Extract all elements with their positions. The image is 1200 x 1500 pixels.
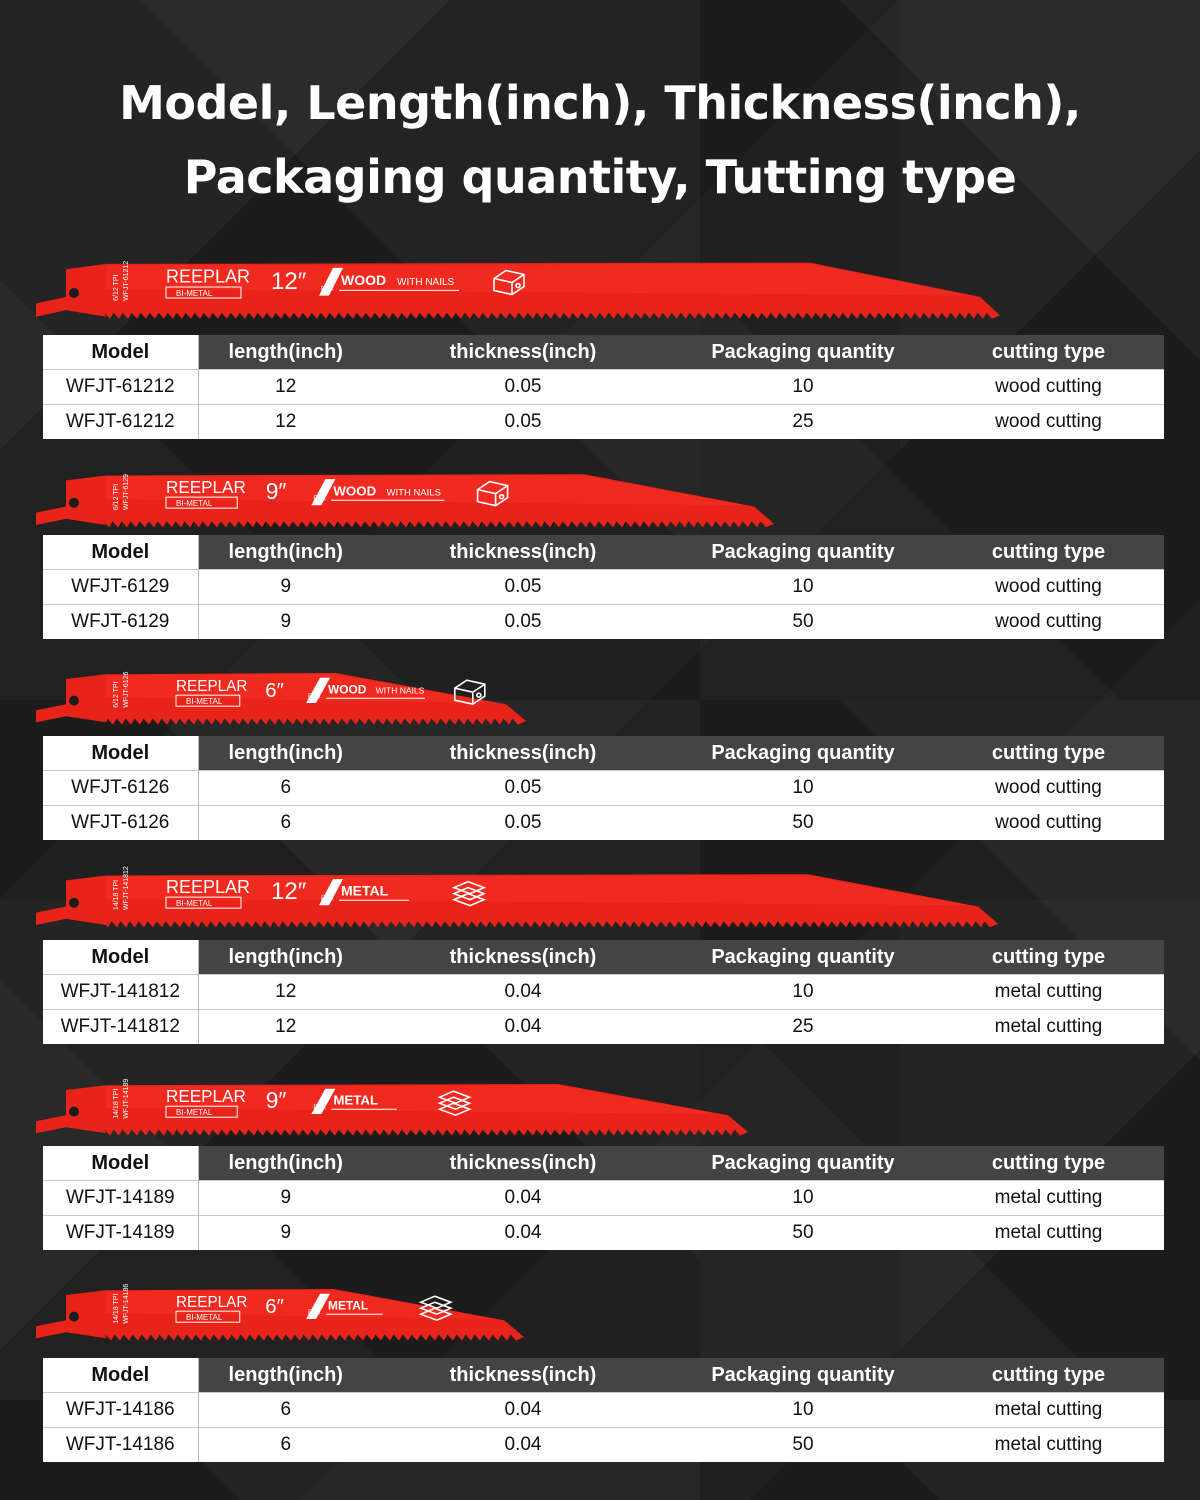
column-header-length: length(inch) <box>198 940 373 975</box>
saw-blade-image <box>36 1283 524 1343</box>
shank-hole <box>69 898 79 908</box>
column-header-length: length(inch) <box>198 736 373 771</box>
column-header-cutting: cutting type <box>933 535 1164 570</box>
column-header-model: Model <box>43 535 198 570</box>
table-row <box>43 1428 1164 1463</box>
column-header-packaging: Packaging quantity <box>673 736 933 771</box>
cell-length: 12 <box>198 405 373 440</box>
cell-thickness: 0.05 <box>373 605 673 640</box>
blade-model-code: WFJT-141812 <box>123 866 130 911</box>
column-header-length: length(inch) <box>198 1358 373 1393</box>
column-header-cutting: cutting type <box>933 1146 1164 1181</box>
cell-cutting: wood cutting <box>933 570 1164 605</box>
cell-cutting: wood cutting <box>933 405 1164 440</box>
table-row <box>43 1010 1164 1045</box>
saw-blade-image <box>36 256 1000 322</box>
saw-blade-graphic <box>36 1078 748 1138</box>
blade-for-label: FOR <box>313 496 327 503</box>
cell-cutting: wood cutting <box>933 370 1164 405</box>
cell-length: 12 <box>198 370 373 405</box>
blade-tpi: 14/18 TPI <box>113 1088 120 1119</box>
cell-model: WFJT-6126 <box>43 806 198 841</box>
column-header-cutting: cutting type <box>933 335 1164 370</box>
blade-for-label: FOR <box>321 286 334 293</box>
cell-packaging: 50 <box>673 605 933 640</box>
cell-model: WFJT-61212 <box>43 405 198 440</box>
page-title-line-2: Packaging quantity, Tutting type <box>183 150 1017 204</box>
saw-blade-graphic <box>36 1283 524 1343</box>
column-header-thickness: thickness(inch) <box>373 1358 673 1393</box>
cell-packaging: 50 <box>673 806 933 841</box>
cell-model: WFJT-14189 <box>43 1216 198 1251</box>
shank-hole <box>69 696 79 706</box>
cell-packaging: 10 <box>673 370 933 405</box>
cell-thickness: 0.05 <box>373 771 673 806</box>
spec-table <box>43 535 1164 639</box>
cell-length: 9 <box>198 570 373 605</box>
cell-length: 12 <box>198 1010 373 1045</box>
cell-cutting: wood cutting <box>933 605 1164 640</box>
blade-use-extra: WITH NAILS <box>375 685 425 696</box>
cell-length: 9 <box>198 1181 373 1216</box>
saw-blade-graphic <box>36 667 526 727</box>
cell-length: 6 <box>198 771 373 806</box>
table-row <box>43 975 1164 1010</box>
cell-cutting: metal cutting <box>933 1010 1164 1045</box>
blade-use-extra: WITH NAILS <box>397 277 455 289</box>
table-row <box>43 570 1164 605</box>
saw-blade-image <box>36 868 998 930</box>
blade-size: 9″ <box>265 478 287 504</box>
cell-length: 9 <box>198 605 373 640</box>
shank-hole <box>69 288 79 298</box>
cell-thickness: 0.05 <box>373 370 673 405</box>
cell-packaging: 50 <box>673 1428 933 1463</box>
blade-bimetal-label: BI-METAL <box>176 499 213 509</box>
cell-model: WFJT-6126 <box>43 771 198 806</box>
column-header-thickness: thickness(inch) <box>373 940 673 975</box>
cell-thickness: 0.04 <box>373 1181 673 1216</box>
page-title-line-1: Model, Length(inch), Thickness(inch), <box>119 76 1081 130</box>
blade-brand: REEPLAR <box>176 1294 248 1311</box>
table-row <box>43 1181 1164 1216</box>
cell-length: 9 <box>198 1216 373 1251</box>
table-header-row <box>43 1146 1164 1181</box>
blade-brand: REEPLAR <box>166 477 246 497</box>
table-row <box>43 605 1164 640</box>
column-header-packaging: Packaging quantity <box>673 1146 933 1181</box>
blade-model-code: WFJT-61212 <box>123 260 130 301</box>
blade-size: 12″ <box>271 268 307 295</box>
column-header-model: Model <box>43 1358 198 1393</box>
cell-model: WFJT-14186 <box>43 1428 198 1463</box>
blade-size: 12″ <box>271 878 307 905</box>
column-header-thickness: thickness(inch) <box>373 535 673 570</box>
column-header-packaging: Packaging quantity <box>673 940 933 975</box>
blade-bimetal-label: BI-METAL <box>176 289 213 299</box>
cell-packaging: 50 <box>673 1216 933 1251</box>
cell-thickness: 0.04 <box>373 1010 673 1045</box>
cell-thickness: 0.05 <box>373 405 673 440</box>
table-row <box>43 771 1164 806</box>
saw-blade-graphic <box>36 868 998 930</box>
blade-brand: REEPLAR <box>166 876 251 897</box>
blade-for-label: FOR <box>308 694 321 701</box>
blade-model-code: WFJT-14186 <box>123 1283 130 1324</box>
shank-hole <box>69 1107 79 1117</box>
cell-cutting: wood cutting <box>933 806 1164 841</box>
blade-for-label: FOR <box>313 1105 327 1112</box>
blade-size: 6″ <box>265 1296 284 1318</box>
cell-cutting: wood cutting <box>933 771 1164 806</box>
table-header-row <box>43 335 1164 370</box>
blade-use-label: WOOD <box>328 682 367 697</box>
spec-table <box>43 1146 1164 1250</box>
column-header-cutting: cutting type <box>933 736 1164 771</box>
cell-thickness: 0.04 <box>373 975 673 1010</box>
column-header-packaging: Packaging quantity <box>673 1358 933 1393</box>
table-row <box>43 405 1164 440</box>
table-header-row <box>43 940 1164 975</box>
blade-for-label: FOR <box>321 896 334 903</box>
blade-brand: REEPLAR <box>166 1087 246 1106</box>
table-row <box>43 1393 1164 1428</box>
table-header-row <box>43 535 1164 570</box>
blade-size: 9″ <box>265 1087 287 1113</box>
blade-use-extra: WITH NAILS <box>386 487 441 499</box>
blade-tpi: 6/12 TPI <box>113 681 120 708</box>
blade-for-label: FOR <box>308 1310 321 1317</box>
cell-packaging: 25 <box>673 405 933 440</box>
cell-length: 6 <box>198 1393 373 1428</box>
cell-thickness: 0.04 <box>373 1216 673 1251</box>
column-header-length: length(inch) <box>198 1146 373 1181</box>
cell-model: WFJT-6129 <box>43 570 198 605</box>
spec-table <box>43 940 1164 1044</box>
cell-cutting: metal cutting <box>933 1181 1164 1216</box>
blade-brand: REEPLAR <box>166 266 251 287</box>
blade-tpi: 6/12 TPI <box>113 483 120 511</box>
column-header-model: Model <box>43 736 198 771</box>
cell-thickness: 0.04 <box>373 1428 673 1463</box>
cell-length: 6 <box>198 806 373 841</box>
column-header-length: length(inch) <box>198 335 373 370</box>
blade-bimetal-label: BI-METAL <box>186 697 223 707</box>
spec-table <box>43 1358 1164 1462</box>
blade-tpi: 6/12 TPI <box>113 274 120 301</box>
spec-table <box>43 335 1164 439</box>
cell-packaging: 10 <box>673 1393 933 1428</box>
cell-model: WFJT-14186 <box>43 1393 198 1428</box>
blade-model-code: WFJT-6129 <box>123 473 130 511</box>
cell-packaging: 25 <box>673 1010 933 1045</box>
blade-tpi: 14/18 TPI <box>113 879 120 911</box>
saw-blade-image <box>36 468 774 530</box>
column-header-packaging: Packaging quantity <box>673 335 933 370</box>
cell-packaging: 10 <box>673 771 933 806</box>
column-header-thickness: thickness(inch) <box>373 736 673 771</box>
cell-length: 6 <box>198 1428 373 1463</box>
cell-packaging: 10 <box>673 975 933 1010</box>
blade-bimetal-label: BI-METAL <box>176 1108 213 1118</box>
spec-table <box>43 736 1164 840</box>
saw-blade-image <box>36 667 526 727</box>
blade-use-label: METAL <box>341 882 389 899</box>
cell-thickness: 0.05 <box>373 806 673 841</box>
cell-cutting: metal cutting <box>933 1393 1164 1428</box>
column-header-packaging: Packaging quantity <box>673 535 933 570</box>
cell-length: 12 <box>198 975 373 1010</box>
cell-thickness: 0.04 <box>373 1393 673 1428</box>
blade-use-label: METAL <box>333 1092 379 1108</box>
cell-cutting: metal cutting <box>933 975 1164 1010</box>
column-header-length: length(inch) <box>198 535 373 570</box>
cell-model: WFJT-61212 <box>43 370 198 405</box>
blade-model-code: WFJT-6126 <box>123 671 130 708</box>
blade-brand: REEPLAR <box>176 678 248 695</box>
blade-bimetal-label: BI-METAL <box>176 899 213 909</box>
blade-use-label: WOOD <box>341 272 387 289</box>
table-header-row <box>43 736 1164 771</box>
cell-model: WFJT-14189 <box>43 1181 198 1216</box>
blade-size: 6″ <box>265 680 284 702</box>
saw-blade-graphic <box>36 256 1000 322</box>
column-header-cutting: cutting type <box>933 940 1164 975</box>
column-header-model: Model <box>43 335 198 370</box>
saw-blade-graphic <box>36 468 774 530</box>
blade-model-code: WFJT-14189 <box>123 1078 130 1119</box>
column-header-thickness: thickness(inch) <box>373 335 673 370</box>
cell-model: WFJT-141812 <box>43 1010 198 1045</box>
blade-use-label: METAL <box>328 1298 369 1313</box>
cell-packaging: 10 <box>673 1181 933 1216</box>
column-header-cutting: cutting type <box>933 1358 1164 1393</box>
saw-blade-image <box>36 1078 748 1138</box>
table-row <box>43 1216 1164 1251</box>
table-header-row <box>43 1358 1164 1393</box>
cell-cutting: metal cutting <box>933 1428 1164 1463</box>
column-header-model: Model <box>43 1146 198 1181</box>
cell-thickness: 0.05 <box>373 570 673 605</box>
column-header-model: Model <box>43 940 198 975</box>
column-header-thickness: thickness(inch) <box>373 1146 673 1181</box>
cell-packaging: 10 <box>673 570 933 605</box>
table-row <box>43 370 1164 405</box>
cell-model: WFJT-141812 <box>43 975 198 1010</box>
cell-cutting: metal cutting <box>933 1216 1164 1251</box>
cell-model: WFJT-6129 <box>43 605 198 640</box>
blade-bimetal-label: BI-METAL <box>186 1313 223 1323</box>
blade-tpi: 14/18 TPI <box>113 1293 120 1324</box>
shank-hole <box>69 498 79 508</box>
table-row <box>43 806 1164 841</box>
blade-use-label: WOOD <box>333 483 377 499</box>
shank-hole <box>69 1312 79 1322</box>
